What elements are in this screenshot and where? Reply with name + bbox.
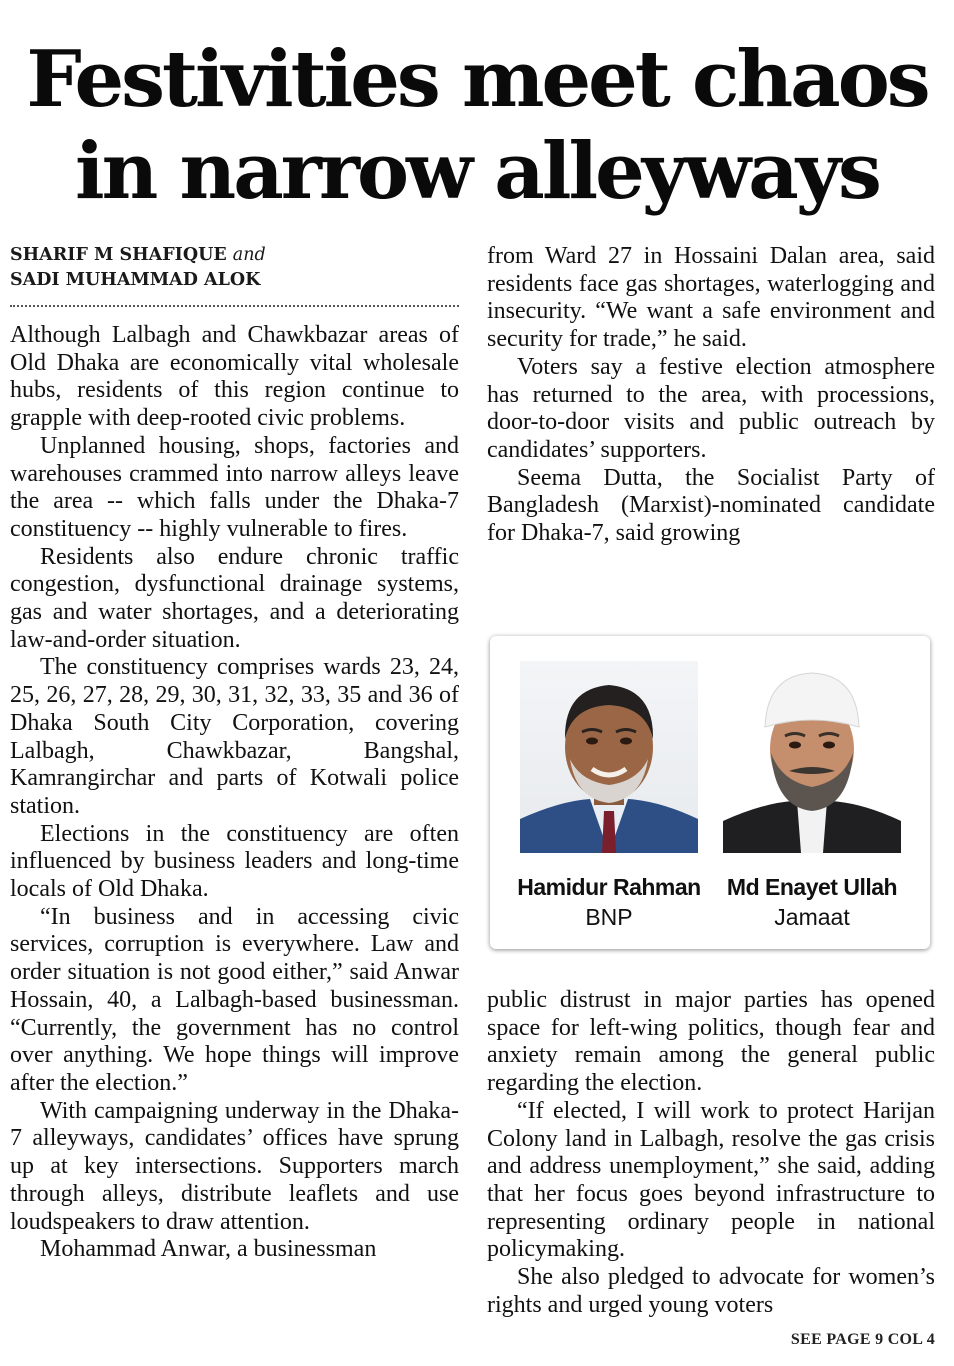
continuation-jump-line: SEE PAGE 9 COL 4	[790, 1331, 935, 1348]
candidate-photo-hamidur-rahman	[520, 661, 698, 853]
candidate-party: BNP	[585, 904, 633, 930]
paragraph: “In business and in accessing civic services, corruption is everywhere. Law and order situation is not good either,” said Anwar Hossain, 40, a Lalbagh-based businessman. “Currently, the government has no control over anything. We hope things will improve after the election.”	[10, 903, 459, 1096]
paragraph: Elections in the constituency are often influenced by business leaders and long-time locals of Old Dhaka.	[10, 820, 459, 903]
candidate-caption-1	[509, 872, 709, 932]
article-column-2-bottom	[487, 987, 935, 1327]
article-column-2-top	[487, 243, 935, 605]
byline-joiner: and	[232, 245, 266, 265]
paragraph: Although Lalbagh and Chawkbazar areas of Old Dhaka are economically vital wholesale hubs, residents of this region continue to grapple with deep-rooted civic problems.	[10, 322, 459, 432]
byline-author-1: SHARIF M SHAFIQUE	[10, 245, 227, 265]
headline-line-2: in narrow alleyways	[75, 126, 879, 217]
paragraph: public distrust in major parties has opened space for left-wing politics, though fear and anxiety remain among the general public regarding the election.	[487, 987, 935, 1097]
byline	[10, 243, 460, 293]
candidate-party: Jamaat	[774, 904, 850, 930]
paragraph: She also pledged to advocate for women’s rights and urged young voters	[487, 1264, 935, 1318]
paragraph: from Ward 27 in Hossaini Dalan area, said residents face gas shortages, waterlogging and insecurity. “We want a safe environment and security for trade,” he said.	[487, 243, 935, 353]
candidate-photo-md-enayet-ullah	[723, 661, 901, 853]
candidate-name: Md Enayet Ullah	[726, 874, 898, 900]
paragraph: With campaigning underway in the Dhaka-7 alleyways, candidates’ offices have sprung up at key intersections. Supporters march through alleys, distribute leaflets and use loudspeakers to draw attention.	[10, 1097, 459, 1235]
byline-divider	[10, 305, 459, 307]
paragraph: Voters say a festive election atmosphere has returned to the area, with processions, door-to-door visits and public outreach by candidates’ supporters.	[487, 353, 935, 463]
headline	[0, 34, 954, 218]
byline-author-2: SADI MUHAMMAD ALOK	[10, 270, 261, 290]
paragraph: “If elected, I will work to protect Harijan Colony land in Lalbagh, resolve the gas crisis and address unemployment,” she said, adding that her focus goes beyond infrastructure to representing ordinary people in national policymaking.	[487, 1097, 935, 1263]
paragraph: Mohammad Anwar, a businessman	[40, 1236, 377, 1263]
paragraph: Residents also endure chronic traffic congestion, dysfunctional drainage systems, gas and water shortages, and a deteriorating law-and-order situation.	[10, 543, 459, 653]
candidates-photo-box	[490, 636, 930, 949]
paragraph: Unplanned housing, shops, factories and warehouses crammed into narrow alleys leave the area -- which falls under the Dhaka-7 constituency -- highly vulnerable to fires.	[10, 432, 459, 542]
candidate-name: Hamidur Rahman	[517, 874, 701, 900]
paragraph: Seema Dutta, the Socialist Party of Bangladesh (Marxist)-nominated candidate for Dhaka-7, said growing	[487, 464, 935, 547]
article-column-1	[10, 322, 459, 1352]
headline-line-1: Festivities meet chaos	[26, 34, 928, 125]
paragraph: The constituency comprises wards 23, 24, 25, 26, 27, 28, 29, 30, 31, 32, 33, 35 and 36 of Dhaka South City Corporation, covering Lalbagh, Chawkbazar, Bangshal, Kamrangirchar and parts of Kotwali police station.	[10, 654, 459, 819]
candidate-caption-2	[712, 872, 912, 932]
